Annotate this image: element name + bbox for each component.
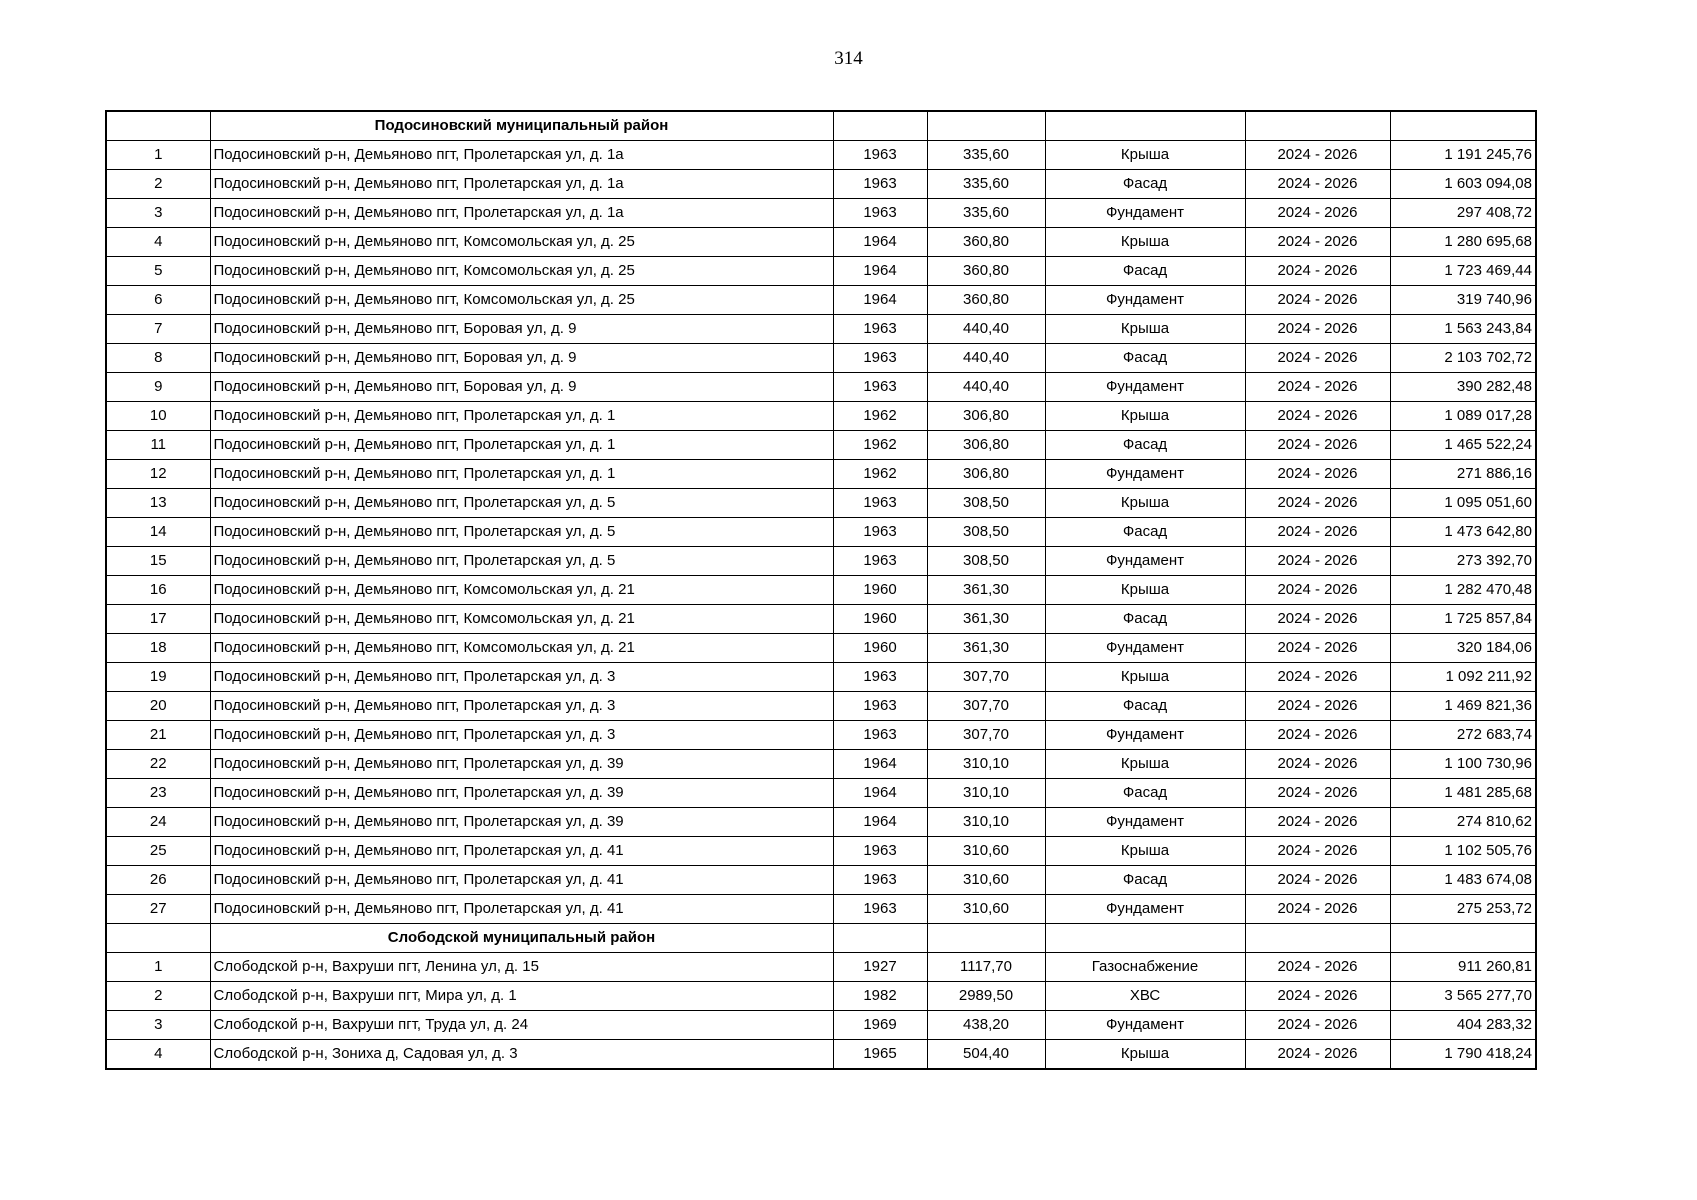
address-cell: Подосиновский р-н, Демьяново пгт, Пролетарская ул, д. 39 (210, 808, 833, 837)
table-row (106, 953, 1536, 982)
area-cell: 307,70 (927, 663, 1045, 692)
area-cell: 307,70 (927, 692, 1045, 721)
period-cell: 2024 - 2026 (1245, 547, 1390, 576)
row-number-cell: 3 (106, 1011, 210, 1040)
year-cell: 1927 (833, 953, 927, 982)
row-number-cell: 9 (106, 373, 210, 402)
empty-cell (927, 924, 1045, 953)
table-row (106, 634, 1536, 663)
row-number-cell: 20 (106, 692, 210, 721)
address-cell: Подосиновский р-н, Демьяново пгт, Боровая ул, д. 9 (210, 344, 833, 373)
section-title: Подосиновский муниципальный район (210, 111, 833, 141)
year-cell: 1960 (833, 576, 927, 605)
area-cell: 308,50 (927, 547, 1045, 576)
cost-cell: 319 740,96 (1390, 286, 1536, 315)
work-type-cell: Фундамент (1045, 460, 1245, 489)
page-number: 314 (834, 48, 863, 69)
address-cell: Подосиновский р-н, Демьяново пгт, Пролетарская ул, д. 3 (210, 663, 833, 692)
empty-cell (1245, 924, 1390, 953)
address-cell: Слободской р-н, Вахруши пгт, Труда ул, д. 24 (210, 1011, 833, 1040)
work-type-cell: Фасад (1045, 518, 1245, 547)
work-type-cell: Крыша (1045, 750, 1245, 779)
area-cell: 335,60 (927, 199, 1045, 228)
address-cell: Подосиновский р-н, Демьяново пгт, Боровая ул, д. 9 (210, 315, 833, 344)
area-cell: 504,40 (927, 1040, 1045, 1070)
address-cell: Подосиновский р-н, Демьяново пгт, Пролетарская ул, д. 39 (210, 779, 833, 808)
repair-program-table (105, 110, 1537, 1070)
table-row (106, 1011, 1536, 1040)
work-type-cell: Фундамент (1045, 895, 1245, 924)
work-type-cell: Фасад (1045, 779, 1245, 808)
row-number-cell: 2 (106, 170, 210, 199)
year-cell: 1964 (833, 779, 927, 808)
year-cell: 1965 (833, 1040, 927, 1070)
row-number-cell: 5 (106, 257, 210, 286)
cost-cell: 1 089 017,28 (1390, 402, 1536, 431)
area-cell: 440,40 (927, 373, 1045, 402)
year-cell: 1963 (833, 866, 927, 895)
period-cell: 2024 - 2026 (1245, 489, 1390, 518)
area-cell: 335,60 (927, 170, 1045, 199)
address-cell: Подосиновский р-н, Демьяново пгт, Комсомольская ул, д. 21 (210, 634, 833, 663)
table-row (106, 663, 1536, 692)
cost-cell: 1 790 418,24 (1390, 1040, 1536, 1070)
period-cell: 2024 - 2026 (1245, 634, 1390, 663)
table-row (106, 344, 1536, 373)
table-row (106, 808, 1536, 837)
period-cell: 2024 - 2026 (1245, 431, 1390, 460)
period-cell: 2024 - 2026 (1245, 344, 1390, 373)
period-cell: 2024 - 2026 (1245, 692, 1390, 721)
period-cell: 2024 - 2026 (1245, 518, 1390, 547)
period-cell: 2024 - 2026 (1245, 199, 1390, 228)
empty-cell (106, 924, 210, 953)
address-cell: Подосиновский р-н, Демьяново пгт, Боровая ул, д. 9 (210, 373, 833, 402)
address-cell: Подосиновский р-н, Демьяново пгт, Пролетарская ул, д. 1 (210, 460, 833, 489)
work-type-cell: Крыша (1045, 315, 1245, 344)
row-number-cell: 2 (106, 982, 210, 1011)
period-cell: 2024 - 2026 (1245, 402, 1390, 431)
area-cell: 307,70 (927, 721, 1045, 750)
table-row (106, 170, 1536, 199)
area-cell: 306,80 (927, 402, 1045, 431)
cost-cell: 1 465 522,24 (1390, 431, 1536, 460)
period-cell: 2024 - 2026 (1245, 1040, 1390, 1070)
empty-cell (833, 111, 927, 141)
year-cell: 1964 (833, 750, 927, 779)
cost-cell: 2 103 702,72 (1390, 344, 1536, 373)
cost-cell: 1 563 243,84 (1390, 315, 1536, 344)
cost-cell: 1 095 051,60 (1390, 489, 1536, 518)
area-cell: 310,60 (927, 837, 1045, 866)
table-row (106, 489, 1536, 518)
cost-cell: 274 810,62 (1390, 808, 1536, 837)
address-cell: Подосиновский р-н, Демьяново пгт, Пролетарская ул, д. 5 (210, 489, 833, 518)
row-number-cell: 17 (106, 605, 210, 634)
address-cell: Слободской р-н, Вахруши пгт, Ленина ул, д. 15 (210, 953, 833, 982)
row-number-cell: 4 (106, 228, 210, 257)
table-row (106, 228, 1536, 257)
cost-cell: 1 473 642,80 (1390, 518, 1536, 547)
work-type-cell: Фасад (1045, 257, 1245, 286)
work-type-cell: ХВС (1045, 982, 1245, 1011)
year-cell: 1963 (833, 315, 927, 344)
area-cell: 306,80 (927, 460, 1045, 489)
address-cell: Подосиновский р-н, Демьяново пгт, Пролетарская ул, д. 41 (210, 837, 833, 866)
work-type-cell: Фундамент (1045, 808, 1245, 837)
year-cell: 1962 (833, 431, 927, 460)
row-number-cell: 14 (106, 518, 210, 547)
year-cell: 1963 (833, 663, 927, 692)
work-type-cell: Крыша (1045, 489, 1245, 518)
address-cell: Подосиновский р-н, Демьяново пгт, Комсомольская ул, д. 25 (210, 228, 833, 257)
address-cell: Слободской р-н, Вахруши пгт, Мира ул, д. 1 (210, 982, 833, 1011)
period-cell: 2024 - 2026 (1245, 721, 1390, 750)
period-cell: 2024 - 2026 (1245, 750, 1390, 779)
year-cell: 1963 (833, 489, 927, 518)
year-cell: 1963 (833, 170, 927, 199)
period-cell: 2024 - 2026 (1245, 257, 1390, 286)
work-type-cell: Фундамент (1045, 373, 1245, 402)
table-row (106, 460, 1536, 489)
area-cell: 361,30 (927, 634, 1045, 663)
row-number-cell: 1 (106, 141, 210, 170)
table-row (106, 721, 1536, 750)
year-cell: 1964 (833, 286, 927, 315)
table-body (106, 111, 1536, 1069)
cost-cell: 1 102 505,76 (1390, 837, 1536, 866)
row-number-cell: 1 (106, 953, 210, 982)
table-row (106, 402, 1536, 431)
area-cell: 361,30 (927, 605, 1045, 634)
table-row (106, 692, 1536, 721)
area-cell: 308,50 (927, 518, 1045, 547)
period-cell: 2024 - 2026 (1245, 1011, 1390, 1040)
cost-cell: 1 603 094,08 (1390, 170, 1536, 199)
empty-cell (1390, 924, 1536, 953)
work-type-cell: Фундамент (1045, 286, 1245, 315)
cost-cell: 1 191 245,76 (1390, 141, 1536, 170)
area-cell: 310,60 (927, 866, 1045, 895)
row-number-cell: 6 (106, 286, 210, 315)
year-cell: 1963 (833, 837, 927, 866)
address-cell: Подосиновский р-н, Демьяново пгт, Комсомольская ул, д. 21 (210, 576, 833, 605)
area-cell: 361,30 (927, 576, 1045, 605)
address-cell: Подосиновский р-н, Демьяново пгт, Комсомольская ул, д. 25 (210, 286, 833, 315)
year-cell: 1969 (833, 1011, 927, 1040)
work-type-cell: Фундамент (1045, 1011, 1245, 1040)
address-cell: Слободской р-н, Зониха д, Садовая ул, д. 3 (210, 1040, 833, 1070)
row-number-cell: 13 (106, 489, 210, 518)
year-cell: 1964 (833, 257, 927, 286)
table-row (106, 750, 1536, 779)
table-row (106, 257, 1536, 286)
year-cell: 1963 (833, 141, 927, 170)
year-cell: 1964 (833, 808, 927, 837)
row-number-cell: 19 (106, 663, 210, 692)
year-cell: 1964 (833, 228, 927, 257)
row-number-cell: 7 (106, 315, 210, 344)
year-cell: 1963 (833, 692, 927, 721)
row-number-cell: 18 (106, 634, 210, 663)
cost-cell: 1 725 857,84 (1390, 605, 1536, 634)
cost-cell: 1 469 821,36 (1390, 692, 1536, 721)
work-type-cell: Крыша (1045, 837, 1245, 866)
area-cell: 310,10 (927, 750, 1045, 779)
work-type-cell: Фасад (1045, 170, 1245, 199)
table-row (106, 1040, 1536, 1070)
address-cell: Подосиновский р-н, Демьяново пгт, Пролетарская ул, д. 3 (210, 721, 833, 750)
table-row (106, 141, 1536, 170)
cost-cell: 390 282,48 (1390, 373, 1536, 402)
empty-cell (1245, 111, 1390, 141)
work-type-cell: Газоснабжение (1045, 953, 1245, 982)
cost-cell: 404 283,32 (1390, 1011, 1536, 1040)
year-cell: 1963 (833, 373, 927, 402)
area-cell: 2989,50 (927, 982, 1045, 1011)
work-type-cell: Фасад (1045, 605, 1245, 634)
period-cell: 2024 - 2026 (1245, 141, 1390, 170)
row-number-cell: 23 (106, 779, 210, 808)
work-type-cell: Фасад (1045, 692, 1245, 721)
table-row (106, 576, 1536, 605)
year-cell: 1962 (833, 402, 927, 431)
address-cell: Подосиновский р-н, Демьяново пгт, Пролетарская ул, д. 41 (210, 866, 833, 895)
year-cell: 1963 (833, 721, 927, 750)
year-cell: 1963 (833, 895, 927, 924)
empty-cell (927, 111, 1045, 141)
work-type-cell: Фундамент (1045, 199, 1245, 228)
cost-cell: 1 092 211,92 (1390, 663, 1536, 692)
cost-cell: 275 253,72 (1390, 895, 1536, 924)
row-number-cell: 11 (106, 431, 210, 460)
work-type-cell: Крыша (1045, 402, 1245, 431)
table-row (106, 373, 1536, 402)
area-cell: 440,40 (927, 315, 1045, 344)
year-cell: 1963 (833, 199, 927, 228)
table-row (106, 315, 1536, 344)
table-row (106, 605, 1536, 634)
row-number-cell: 16 (106, 576, 210, 605)
row-number-cell: 21 (106, 721, 210, 750)
period-cell: 2024 - 2026 (1245, 866, 1390, 895)
table-row (106, 982, 1536, 1011)
area-cell: 308,50 (927, 489, 1045, 518)
period-cell: 2024 - 2026 (1245, 286, 1390, 315)
cost-cell: 1 280 695,68 (1390, 228, 1536, 257)
period-cell: 2024 - 2026 (1245, 808, 1390, 837)
address-cell: Подосиновский р-н, Демьяново пгт, Пролетарская ул, д. 1а (210, 141, 833, 170)
work-type-cell: Фундамент (1045, 634, 1245, 663)
area-cell: 438,20 (927, 1011, 1045, 1040)
row-number-cell: 10 (106, 402, 210, 431)
cost-cell: 1 282 470,48 (1390, 576, 1536, 605)
work-type-cell: Крыша (1045, 663, 1245, 692)
year-cell: 1960 (833, 605, 927, 634)
year-cell: 1960 (833, 634, 927, 663)
work-type-cell: Фундамент (1045, 721, 1245, 750)
cost-cell: 272 683,74 (1390, 721, 1536, 750)
empty-cell (1045, 924, 1245, 953)
period-cell: 2024 - 2026 (1245, 228, 1390, 257)
address-cell: Подосиновский р-н, Демьяново пгт, Пролетарская ул, д. 1а (210, 199, 833, 228)
table-row (106, 431, 1536, 460)
row-number-cell: 12 (106, 460, 210, 489)
area-cell: 310,60 (927, 895, 1045, 924)
cost-cell: 1 100 730,96 (1390, 750, 1536, 779)
area-cell: 310,10 (927, 779, 1045, 808)
work-type-cell: Фундамент (1045, 547, 1245, 576)
area-cell: 306,80 (927, 431, 1045, 460)
area-cell: 360,80 (927, 228, 1045, 257)
work-type-cell: Крыша (1045, 576, 1245, 605)
cost-cell: 271 886,16 (1390, 460, 1536, 489)
address-cell: Подосиновский р-н, Демьяново пгт, Пролетарская ул, д. 5 (210, 518, 833, 547)
work-type-cell: Крыша (1045, 1040, 1245, 1070)
year-cell: 1982 (833, 982, 927, 1011)
row-number-cell: 27 (106, 895, 210, 924)
address-cell: Подосиновский р-н, Демьяново пгт, Пролетарская ул, д. 1 (210, 402, 833, 431)
year-cell: 1963 (833, 518, 927, 547)
empty-cell (106, 111, 210, 141)
table-row (106, 837, 1536, 866)
cost-cell: 1 723 469,44 (1390, 257, 1536, 286)
section-header-row (106, 924, 1536, 953)
table-row (106, 518, 1536, 547)
period-cell: 2024 - 2026 (1245, 779, 1390, 808)
year-cell: 1963 (833, 547, 927, 576)
address-cell: Подосиновский р-н, Демьяново пгт, Пролетарская ул, д. 1а (210, 170, 833, 199)
period-cell: 2024 - 2026 (1245, 837, 1390, 866)
address-cell: Подосиновский р-н, Демьяново пгт, Пролетарская ул, д. 41 (210, 895, 833, 924)
row-number-cell: 15 (106, 547, 210, 576)
section-title: Слободской муниципальный район (210, 924, 833, 953)
period-cell: 2024 - 2026 (1245, 663, 1390, 692)
period-cell: 2024 - 2026 (1245, 605, 1390, 634)
year-cell: 1963 (833, 344, 927, 373)
period-cell: 2024 - 2026 (1245, 170, 1390, 199)
cost-cell: 1 483 674,08 (1390, 866, 1536, 895)
work-type-cell: Фасад (1045, 344, 1245, 373)
empty-cell (1390, 111, 1536, 141)
area-cell: 310,10 (927, 808, 1045, 837)
address-cell: Подосиновский р-н, Демьяново пгт, Комсомольская ул, д. 21 (210, 605, 833, 634)
row-number-cell: 22 (106, 750, 210, 779)
work-type-cell: Фасад (1045, 866, 1245, 895)
cost-cell: 911 260,81 (1390, 953, 1536, 982)
address-cell: Подосиновский р-н, Демьяново пгт, Комсомольская ул, д. 25 (210, 257, 833, 286)
table-row (106, 866, 1536, 895)
table-row (106, 779, 1536, 808)
area-cell: 360,80 (927, 257, 1045, 286)
section-header-row (106, 111, 1536, 141)
row-number-cell: 8 (106, 344, 210, 373)
address-cell: Подосиновский р-н, Демьяново пгт, Пролетарская ул, д. 3 (210, 692, 833, 721)
row-number-cell: 4 (106, 1040, 210, 1070)
period-cell: 2024 - 2026 (1245, 373, 1390, 402)
cost-cell: 1 481 285,68 (1390, 779, 1536, 808)
row-number-cell: 3 (106, 199, 210, 228)
table-row (106, 199, 1536, 228)
cost-cell: 3 565 277,70 (1390, 982, 1536, 1011)
address-cell: Подосиновский р-н, Демьяново пгт, Пролетарская ул, д. 1 (210, 431, 833, 460)
cost-cell: 297 408,72 (1390, 199, 1536, 228)
table-row (106, 547, 1536, 576)
period-cell: 2024 - 2026 (1245, 895, 1390, 924)
table-row (106, 286, 1536, 315)
work-type-cell: Крыша (1045, 141, 1245, 170)
period-cell: 2024 - 2026 (1245, 982, 1390, 1011)
area-cell: 440,40 (927, 344, 1045, 373)
row-number-cell: 24 (106, 808, 210, 837)
period-cell: 2024 - 2026 (1245, 576, 1390, 605)
period-cell: 2024 - 2026 (1245, 315, 1390, 344)
row-number-cell: 25 (106, 837, 210, 866)
cost-cell: 273 392,70 (1390, 547, 1536, 576)
area-cell: 360,80 (927, 286, 1045, 315)
period-cell: 2024 - 2026 (1245, 953, 1390, 982)
address-cell: Подосиновский р-н, Демьяново пгт, Пролетарская ул, д. 5 (210, 547, 833, 576)
address-cell: Подосиновский р-н, Демьяново пгт, Пролетарская ул, д. 39 (210, 750, 833, 779)
table-row (106, 895, 1536, 924)
empty-cell (1045, 111, 1245, 141)
work-type-cell: Фасад (1045, 431, 1245, 460)
period-cell: 2024 - 2026 (1245, 460, 1390, 489)
cost-cell: 320 184,06 (1390, 634, 1536, 663)
year-cell: 1962 (833, 460, 927, 489)
work-type-cell: Крыша (1045, 228, 1245, 257)
area-cell: 1117,70 (927, 953, 1045, 982)
row-number-cell: 26 (106, 866, 210, 895)
empty-cell (833, 924, 927, 953)
area-cell: 335,60 (927, 141, 1045, 170)
